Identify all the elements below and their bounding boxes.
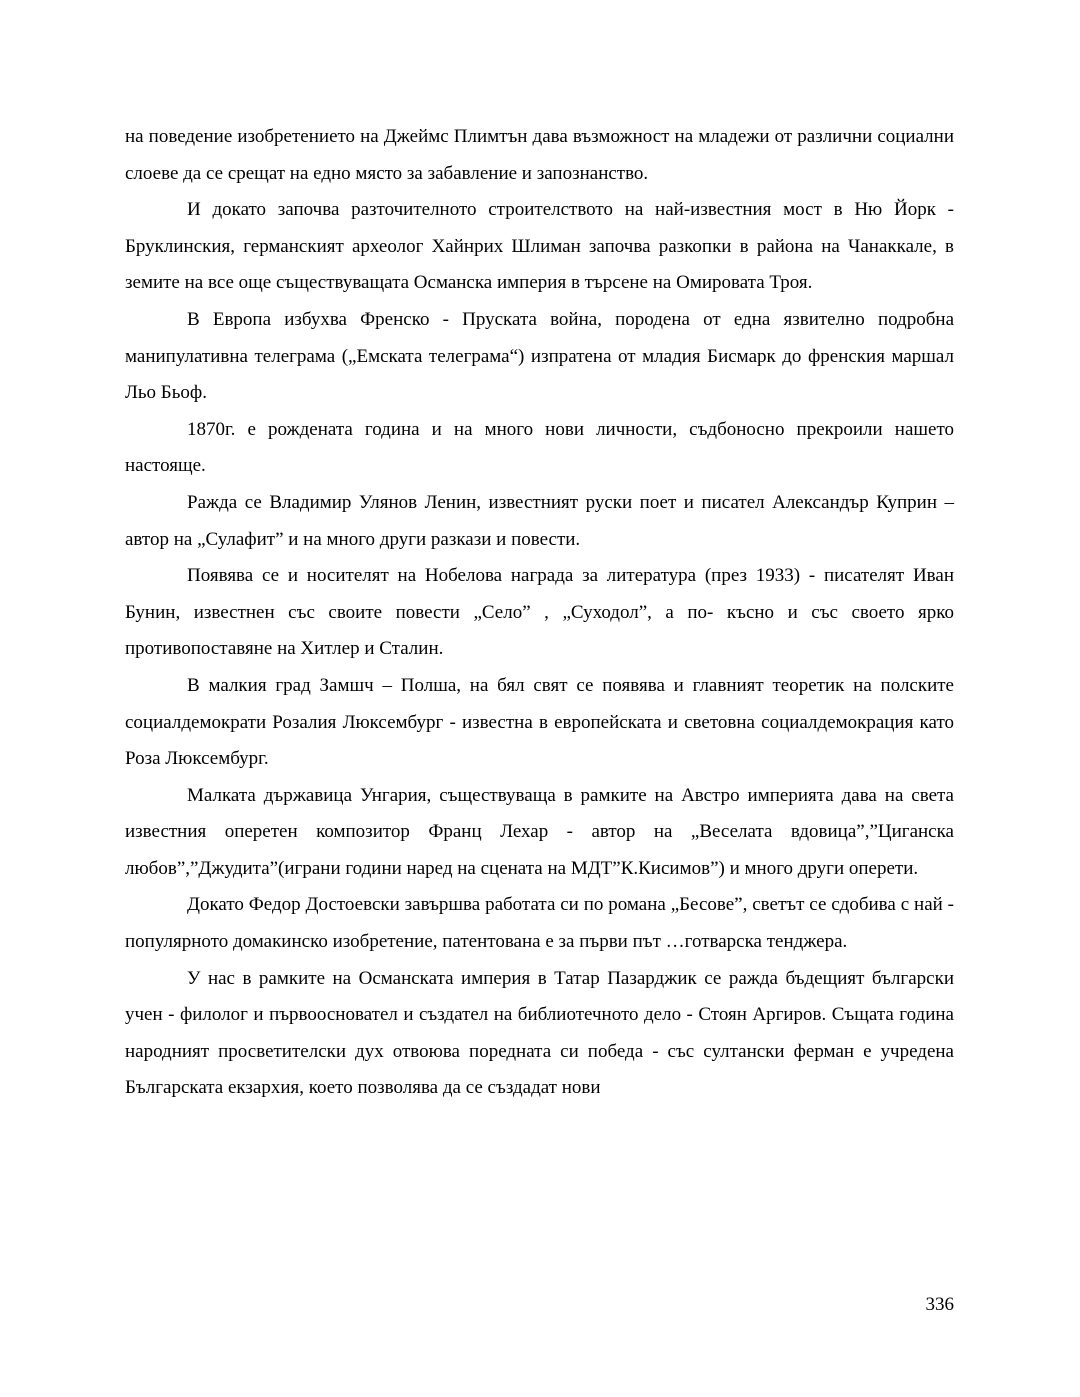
paragraph-9: Докато Федор Достоевски завършва работата си по романа „Бесове”, светът се сдобива с най - популярното домакинско изобретение, патентована е за първи път …готварска тенджера. <box>125 894 954 953</box>
page-number: 336 <box>925 1294 954 1315</box>
paragraph-1: на поведение изобретението на Джеймс Плимтън дава възможност на младежи от различни социални слоеве да се срещат на едно място за забавление и запознанство. <box>125 126 954 184</box>
paragraph-5: Ражда се Владимир Улянов Ленин, известният руски поет и писател Александър Куприн – автор на „Сулафит” и на много други разкази и повести. <box>125 491 954 550</box>
paragraph-7: В малкия град Замшч – Полша, на бял свят се появява и главният теоретик на полските социалдемократи Розалия Люксембург - известна в европейската и световна социалдемокрация като Роза Люксембург. <box>125 674 954 770</box>
paragraph-4: 1870г. е рождената година и на много нови личности, съдбоносно прекроили нашето настояще. <box>125 418 954 477</box>
page-body <box>125 119 954 1107</box>
paragraph-8: Малката държавица Унгария, съществуваща в рамките на Австро империята дава на света известния оперетен композитор Франц Лехар - автор на „Веселата вдовица”,”Циганска любов”,”Джудита”(играни години наред на сцената на МДТ”К.Кисимов”) и много други оперети. <box>125 784 954 879</box>
paragraph-10: У нас в рамките на Османската империя в Татар Пазарджик се ражда бъдещият български учен - филолог и първоосновател и създател на библиотечното дело - Стоян Аргиров. Същата година народният просветителски дух отвоюва поредната си победа - със султански ферман е учредена Българската екзархия, което позволява да се създадат нови <box>125 967 954 1099</box>
paragraph-3: В Европа избухва Френско - Пруската война, породена от една язвително подробна манипулативна телеграма („Емската телеграма“) изпратена от младия Бисмарк до френския маршал Льо Бьоф. <box>125 308 954 404</box>
paragraph-2: И докато започва разточителното строителството на най-известния мост в Ню Йорк - Бруклинския, германският археолог Хайнрих Шлиман започва разкопки в района на Чанаккале, в земите на все още съществуващата Османска империя в търсене на Омировата Троя. <box>125 199 954 294</box>
paragraph-6: Появява се и носителят на Нобелова награда за литература (през 1933) - писателят Иван Бунин, известнен със своите повести „Село” , „Суходол”, а по- късно и със своето ярко противопоставяне на Хитлер и Сталин. <box>125 565 954 660</box>
